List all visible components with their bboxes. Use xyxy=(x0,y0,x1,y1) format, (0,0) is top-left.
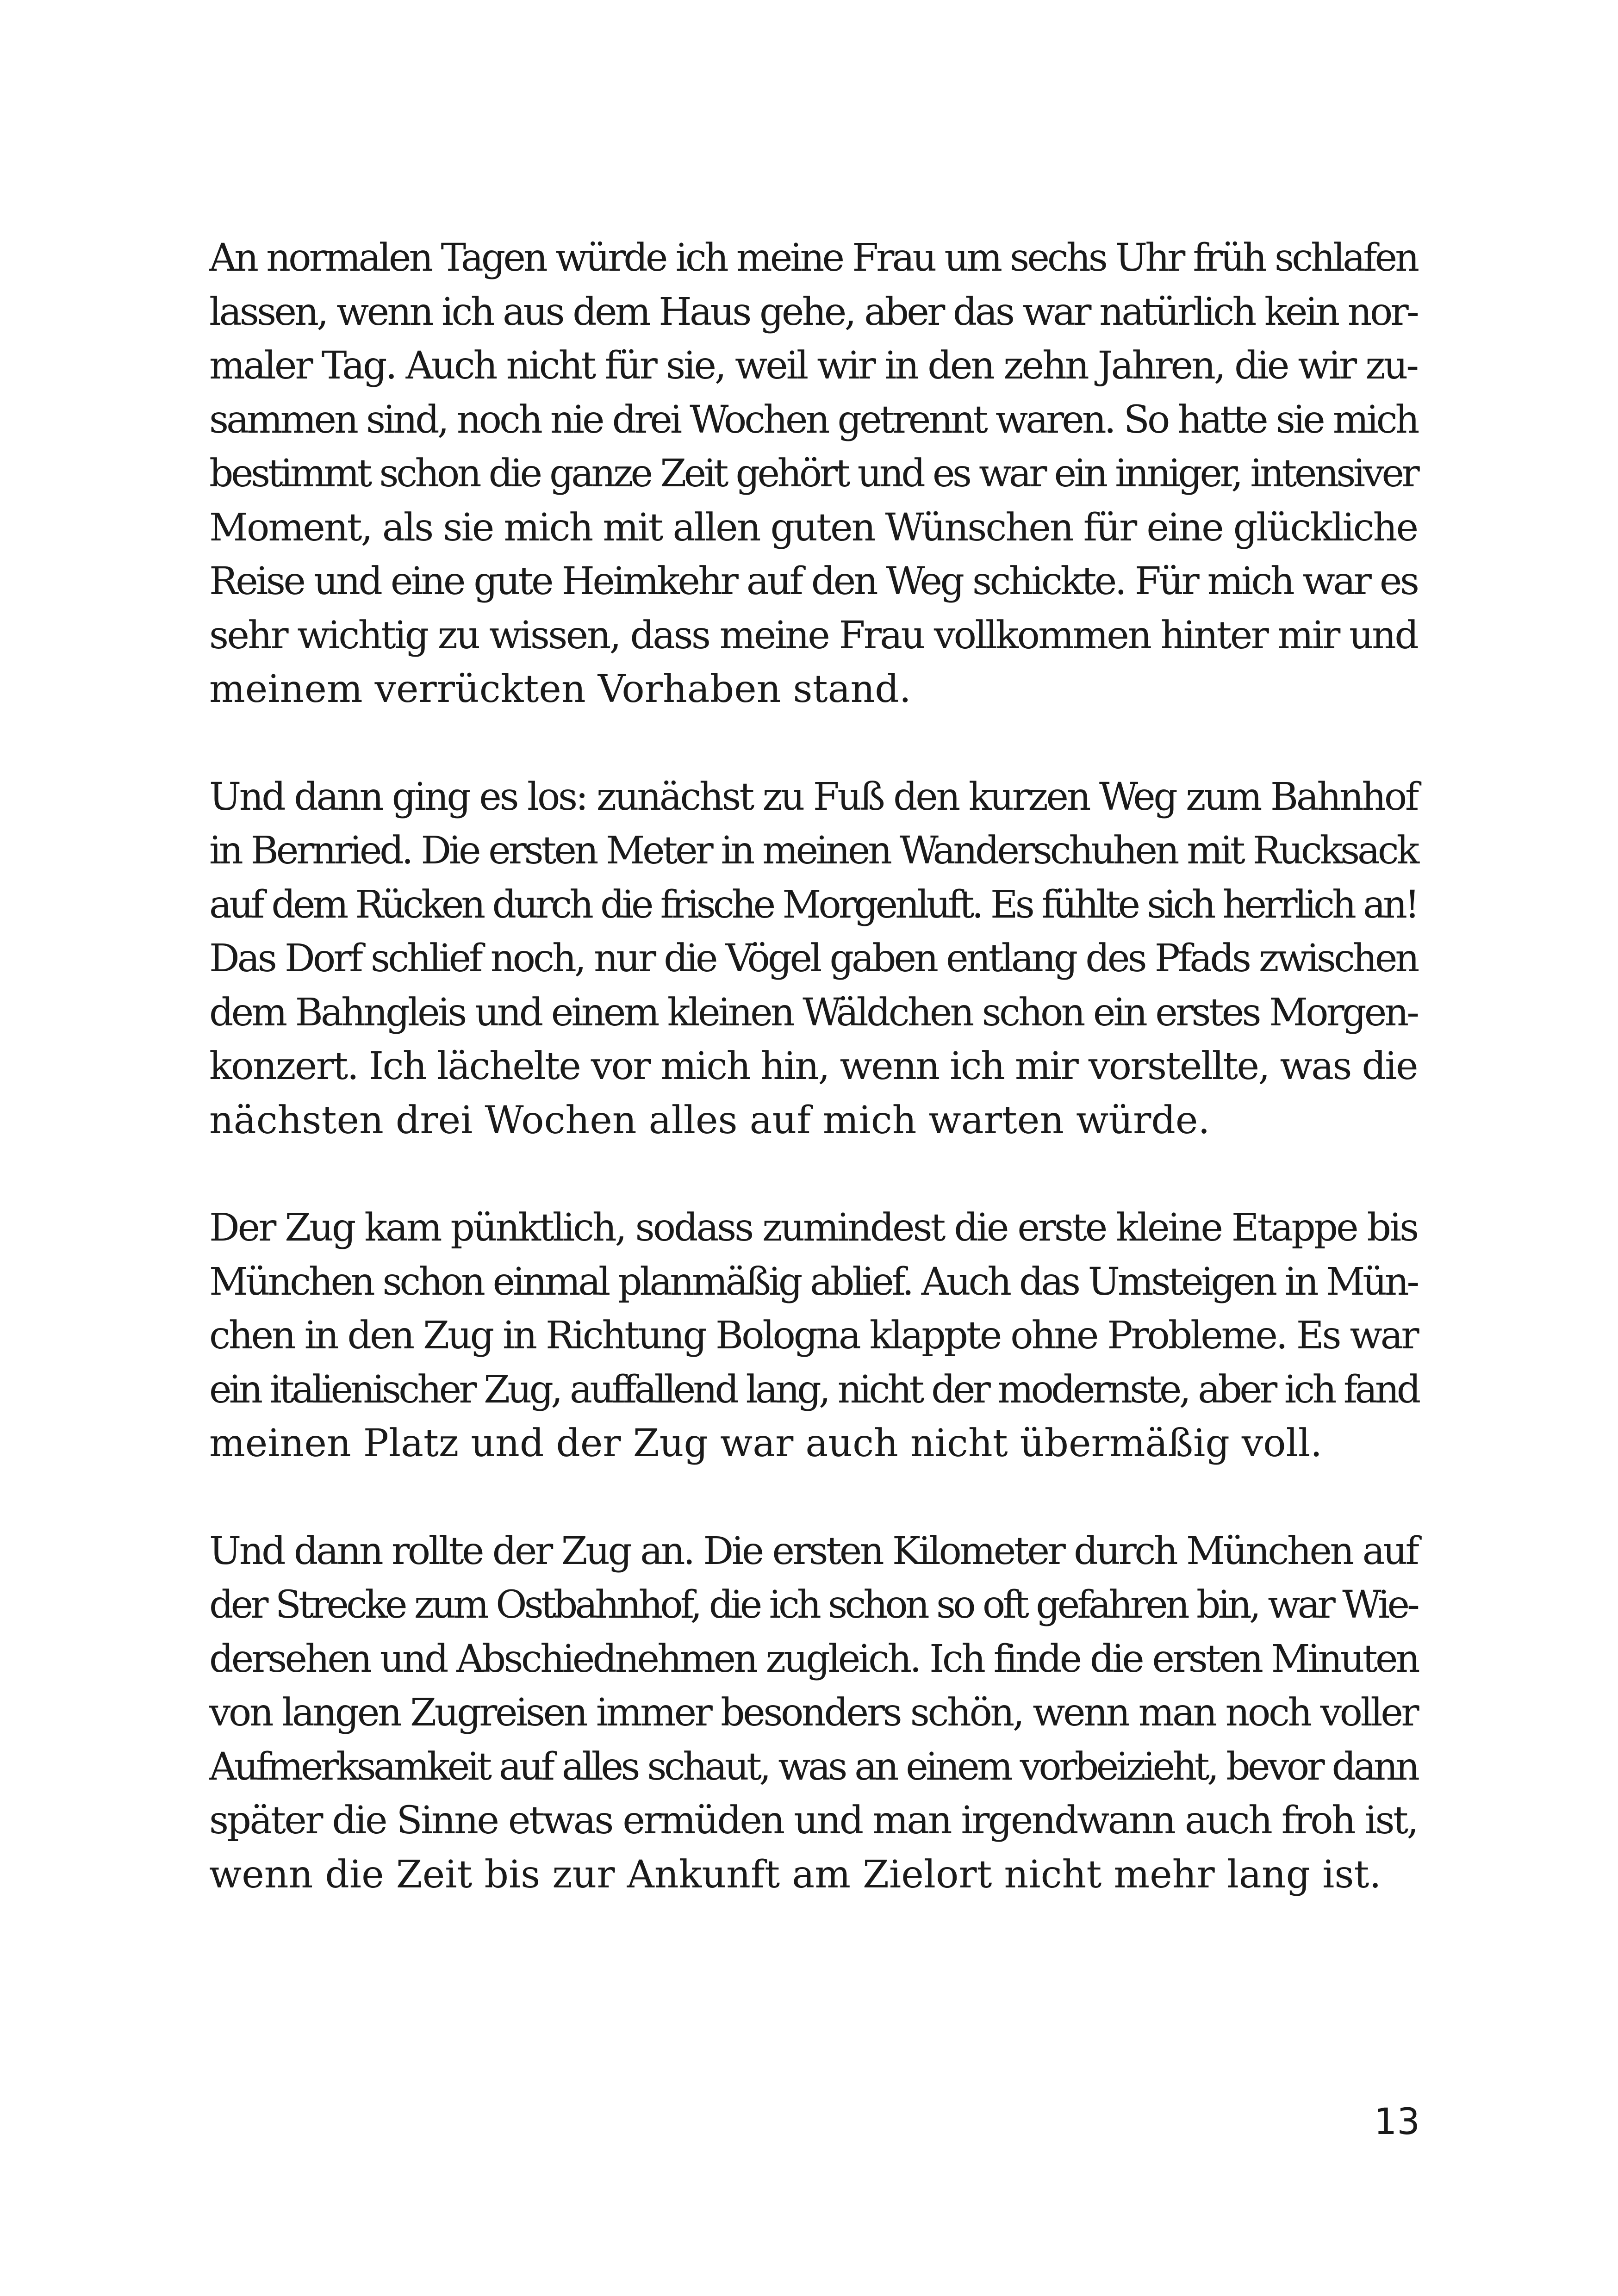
text-line: bestimmt schon die ganze Zeit gehört und es war ein inniger, intensiver xyxy=(209,452,1418,496)
text-line: in Bernried. Die ersten Meter in meinen Wanderschuhen mit Rucksack xyxy=(209,829,1417,873)
text-line: München schon einmal planmäßig ablief. Auch das Umsteigen in Mün- xyxy=(209,1260,1418,1304)
text-line: Aufmerksamkeit auf alles schaut, was an einem vorbeizieht, bevor dann xyxy=(209,1744,1418,1789)
text-line: meinen Platz und der Zug war auch nicht übermäßig voll. xyxy=(209,1421,1323,1465)
paragraph-3 xyxy=(209,1201,1417,1471)
text-line: später die Sinne etwas ermüden und man irgendwann auch froh ist, xyxy=(209,1799,1417,1843)
text-line: dersehen und Abschiednehmen zugleich. Ich finde die ersten Minuten xyxy=(209,1637,1418,1681)
text-line: sehr wichtig zu wissen, dass meine Frau vollkommen hinter mir und xyxy=(209,613,1418,658)
text-line: dem Bahngleis und einem kleinen Wäldchen schon ein erstes Morgen- xyxy=(209,990,1418,1035)
text-line: von langen Zugreisen immer besonders schön, wenn man noch voller xyxy=(209,1691,1418,1735)
text-line: maler Tag. Auch nicht für sie, weil wir in den zehn Jahren, die wir zu- xyxy=(209,344,1417,388)
text-line: Reise und eine gute Heimkehr auf den Weg schickte. Für mich war es xyxy=(209,559,1418,603)
text-line: chen in den Zug in Richtung Bologna klappte ohne Probleme. Es war xyxy=(209,1314,1418,1358)
text-line: Der Zug kam pünktlich, sodass zumindest die erste kleine Etappe bis xyxy=(209,1206,1418,1250)
text-line: sammen sind, noch nie drei Wochen getrennt waren. So hatte sie mich xyxy=(209,397,1418,442)
text-line: An normalen Tagen würde ich meine Frau um sechs Uhr früh schlafen xyxy=(209,236,1418,280)
text-line: wenn die Zeit bis zur Ankunft am Zielort nicht mehr lang ist. xyxy=(209,1852,1382,1897)
text-line: auf dem Rücken durch die frische Morgenluft. Es fühlte sich herrlich an! xyxy=(209,882,1417,927)
text-line: lassen, wenn ich aus dem Haus gehe, aber das war natürlich kein nor- xyxy=(209,290,1418,334)
text-line: ein italienischer Zug, auffallend lang, nicht der modernste, aber ich fand xyxy=(209,1367,1419,1412)
paragraph-2 xyxy=(209,770,1417,1148)
text-line: Und dann rollte der Zug an. Die ersten Kilometer durch München auf xyxy=(209,1529,1418,1573)
text-line: meinem verrückten Vorhaben stand. xyxy=(209,667,911,711)
paragraph-1 xyxy=(209,231,1417,717)
text-line: konzert. Ich lächelte vor mich hin, wenn ich mir vorstellte, was die xyxy=(209,1044,1417,1088)
text-line: der Strecke zum Ostbahnhof, die ich schon so oft gefahren bin, war Wie- xyxy=(209,1583,1417,1627)
text-line: nächsten drei Wochen alles auf mich warten würde. xyxy=(209,1098,1210,1142)
page-number: 13 xyxy=(1374,2101,1420,2143)
body-text xyxy=(209,231,1417,1955)
text-line: Das Dorf schlief noch, nur die Vögel gaben entlang des Pfads zwischen xyxy=(209,937,1418,980)
paragraph-4 xyxy=(209,1525,1417,1902)
text-line: Und dann ging es los: zunächst zu Fuß den kurzen Weg zum Bahnhof xyxy=(209,775,1417,819)
text-line: Moment, als sie mich mit allen guten Wünschen für eine glückliche xyxy=(209,505,1418,550)
